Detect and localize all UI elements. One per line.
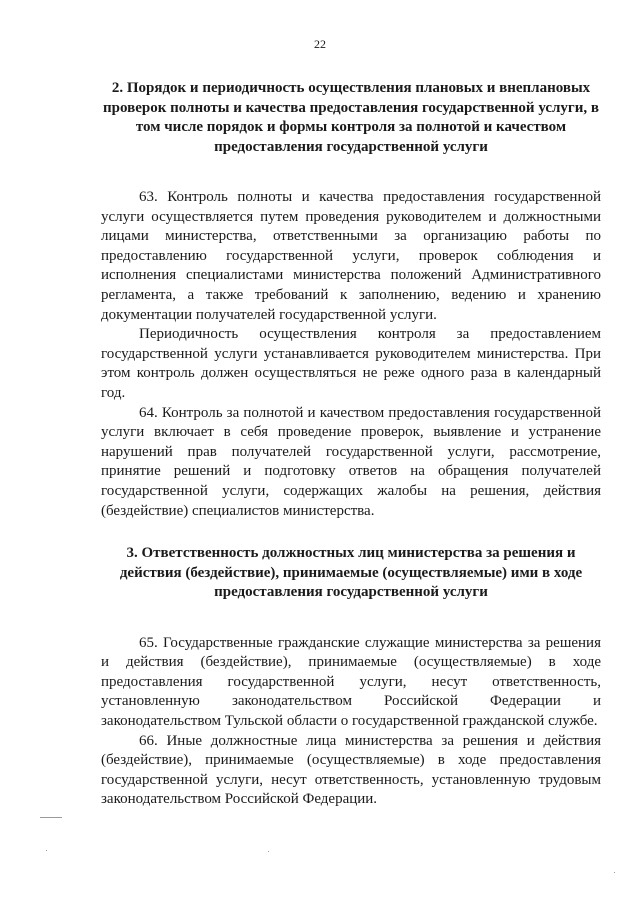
- section-heading-3: 3. Ответственность должностных лиц министерства за решения и действия (бездействие), принимаемые (осуществляемые) ими в ходе предоставления государственной услуги: [119, 545, 583, 601]
- scan-mark: [40, 817, 62, 818]
- scan-mark: [46, 850, 47, 851]
- paragraph-66: 66. Иные должностные лица министерства за решения и действия (бездействие), принимаемые (осуществляемые) в ходе предоставления государственной услуги, несут ответственность, установленную трудовым законодательством Российской Федерации.: [101, 732, 601, 808]
- paragraph-63: 63. Контроль полноты и качества предоставления государственной услуги осуществляется путем проведения руководителем и должностными лицами министерства, ответственными за организацию работы по предоставлению государственной услуги, проверок соблюдения и исполнения специалистами министерства положений Административного регламента, а также требований к заполнению, ведению и хранению документации получателей государственной услуги.: [101, 189, 601, 323]
- paragraph-periodicity: Периодичность осуществления контроля за предоставлением государственной услуги устанавливается руководителем министерства. При этом контроль должен осуществляться не реже одного раза в календарный год.: [101, 326, 601, 401]
- page-number: 22: [314, 37, 326, 51]
- scan-mark: [268, 851, 269, 852]
- section-heading-2: 2. Порядок и периодичность осуществления плановых и внеплановых проверок полноты и качества предоставления государственной услуги, в том числе порядок и формы контроля за полнотой и качеством предоставления государственной услуги: [102, 80, 599, 155]
- paragraph-65: 65. Государственные гражданские служащие министерства за решения и действия (бездействие), принимаемые (осуществляемые) в ходе предоставления государственной услуги, несут ответственность, установленную законодательством Российской Федерации и законодательством Тульской области о государственной гражданской службе.: [101, 634, 601, 729]
- page-content: [101, 79, 601, 810]
- scan-mark: [614, 872, 615, 873]
- paragraph-64: 64. Контроль за полнотой и качеством предоставления государственной услуги включает в себя проведение проверок, выявление и устранение нарушений прав получателей государственной услуги, рассмотрение, принятие решений и подготовку ответов на обращения получателей государственной услуги, содержащих жалобы на решения, действия (бездействие) специалистов министерства.: [101, 404, 601, 519]
